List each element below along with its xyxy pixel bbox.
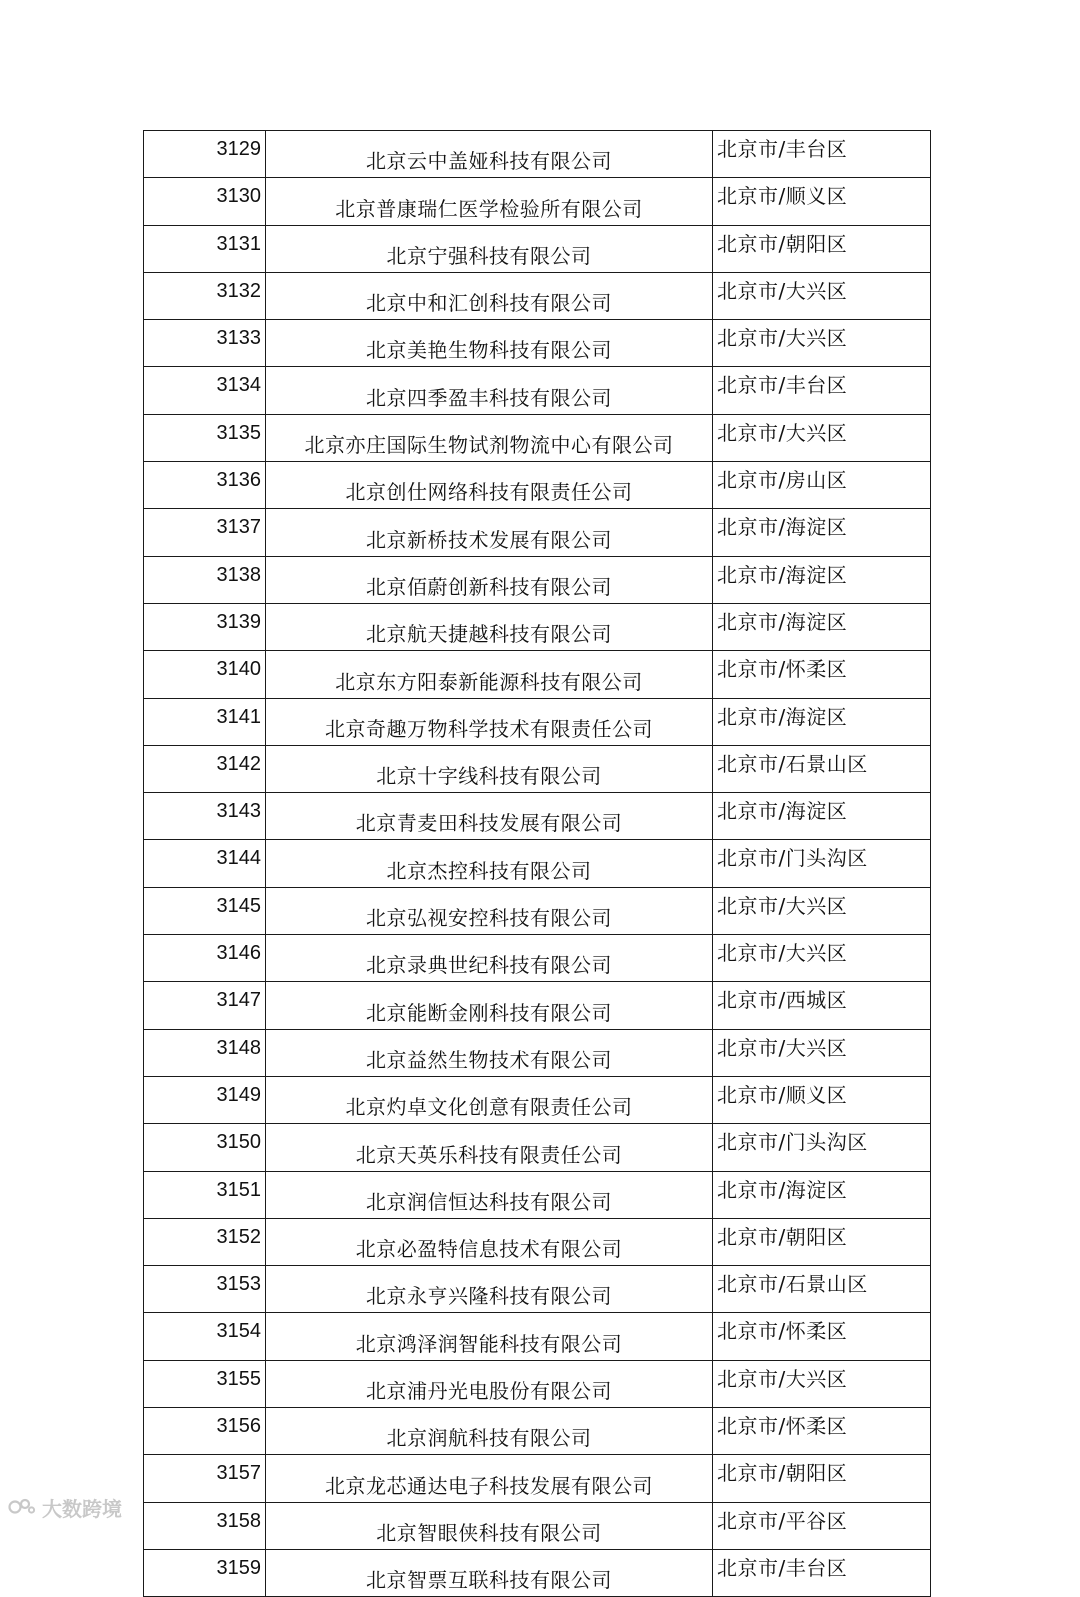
company-name-cell: 北京宁强科技有限公司 (266, 225, 713, 272)
company-name-cell: 北京弘视安控科技有限公司 (266, 887, 713, 934)
company-name-cell: 北京奇趣万物科学技术有限责任公司 (266, 698, 713, 745)
region-cell: 北京市/丰台区 (713, 131, 931, 178)
row-number-cell: 3140 (144, 651, 266, 698)
region-cell: 北京市/门头沟区 (713, 1124, 931, 1171)
company-name-cell: 北京录典世纪科技有限公司 (266, 935, 713, 982)
region-cell: 北京市/大兴区 (713, 320, 931, 367)
row-number-cell: 3130 (144, 178, 266, 225)
region-cell: 北京市/海淀区 (713, 698, 931, 745)
watermark-text: 大数跨境 (42, 1496, 122, 1521)
table-row (144, 320, 931, 367)
table-row (144, 1455, 931, 1502)
row-number-cell: 3154 (144, 1313, 266, 1360)
company-name-cell: 北京亦庄国际生物试剂物流中心有限公司 (266, 414, 713, 461)
company-name-cell: 北京鸿泽润智能科技有限公司 (266, 1313, 713, 1360)
company-name-cell: 北京佰蔚创新科技有限公司 (266, 556, 713, 603)
row-number-cell: 3143 (144, 793, 266, 840)
region-cell: 北京市/大兴区 (713, 414, 931, 461)
table-row (144, 1029, 931, 1076)
region-cell: 北京市/海淀区 (713, 1171, 931, 1218)
company-name-cell: 北京智票互联科技有限公司 (266, 1549, 713, 1596)
row-number-cell: 3158 (144, 1502, 266, 1549)
row-number-cell: 3148 (144, 1029, 266, 1076)
table-row (144, 556, 931, 603)
table-row (144, 982, 931, 1029)
region-cell: 北京市/朝阳区 (713, 225, 931, 272)
company-name-cell: 北京杰控科技有限公司 (266, 840, 713, 887)
row-number-cell: 3141 (144, 698, 266, 745)
company-name-cell: 北京四季盈丰科技有限公司 (266, 367, 713, 414)
table-row (144, 698, 931, 745)
company-name-cell: 北京润航科技有限公司 (266, 1408, 713, 1455)
row-number-cell: 3153 (144, 1266, 266, 1313)
region-cell: 北京市/怀柔区 (713, 1313, 931, 1360)
row-number-cell: 3157 (144, 1455, 266, 1502)
company-name-cell: 北京十字线科技有限公司 (266, 745, 713, 792)
row-number-cell: 3132 (144, 272, 266, 319)
company-name-cell: 北京天英乐科技有限责任公司 (266, 1124, 713, 1171)
company-name-cell: 北京东方阳泰新能源科技有限公司 (266, 651, 713, 698)
table-row (144, 367, 931, 414)
table-row (144, 414, 931, 461)
table-row (144, 651, 931, 698)
row-number-cell: 3156 (144, 1408, 266, 1455)
region-cell: 北京市/门头沟区 (713, 840, 931, 887)
company-name-cell: 北京永亨兴隆科技有限公司 (266, 1266, 713, 1313)
row-number-cell: 3142 (144, 745, 266, 792)
table-row (144, 745, 931, 792)
row-number-cell: 3131 (144, 225, 266, 272)
region-cell: 北京市/大兴区 (713, 1029, 931, 1076)
company-name-cell: 北京能断金刚科技有限公司 (266, 982, 713, 1029)
region-cell: 北京市/怀柔区 (713, 1408, 931, 1455)
row-number-cell: 3152 (144, 1218, 266, 1265)
region-cell: 北京市/西城区 (713, 982, 931, 1029)
row-number-cell: 3149 (144, 1076, 266, 1123)
region-cell: 北京市/怀柔区 (713, 651, 931, 698)
company-name-cell: 北京云中盖娅科技有限公司 (266, 131, 713, 178)
table-row (144, 509, 931, 556)
row-number-cell: 3151 (144, 1171, 266, 1218)
region-cell: 北京市/丰台区 (713, 367, 931, 414)
table-row (144, 1076, 931, 1123)
region-cell: 北京市/石景山区 (713, 745, 931, 792)
table-row (144, 1408, 931, 1455)
region-cell: 北京市/海淀区 (713, 603, 931, 650)
row-number-cell: 3159 (144, 1549, 266, 1596)
row-number-cell: 3139 (144, 603, 266, 650)
table-row (144, 1218, 931, 1265)
table-row (144, 1549, 931, 1596)
region-cell: 北京市/大兴区 (713, 272, 931, 319)
row-number-cell: 3150 (144, 1124, 266, 1171)
company-name-cell: 北京必盈特信息技术有限公司 (266, 1218, 713, 1265)
company-name-cell: 北京普康瑞仁医学检验所有限公司 (266, 178, 713, 225)
company-name-cell: 北京新桥技术发展有限公司 (266, 509, 713, 556)
region-cell: 北京市/平谷区 (713, 1502, 931, 1549)
row-number-cell: 3133 (144, 320, 266, 367)
region-cell: 北京市/大兴区 (713, 1360, 931, 1407)
company-name-cell: 北京航天捷越科技有限公司 (266, 603, 713, 650)
region-cell: 北京市/石景山区 (713, 1266, 931, 1313)
row-number-cell: 3147 (144, 982, 266, 1029)
table-row (144, 840, 931, 887)
region-cell: 北京市/朝阳区 (713, 1455, 931, 1502)
row-number-cell: 3145 (144, 887, 266, 934)
row-number-cell: 3129 (144, 131, 266, 178)
region-cell: 北京市/大兴区 (713, 887, 931, 934)
table-row (144, 225, 931, 272)
row-number-cell: 3136 (144, 462, 266, 509)
row-number-cell: 3135 (144, 414, 266, 461)
table-row (144, 1360, 931, 1407)
company-list-table (143, 130, 931, 1597)
region-cell: 北京市/朝阳区 (713, 1218, 931, 1265)
watermark (8, 1492, 122, 1522)
table-row (144, 1502, 931, 1549)
region-cell: 北京市/房山区 (713, 462, 931, 509)
region-cell: 北京市/海淀区 (713, 556, 931, 603)
region-cell: 北京市/顺义区 (713, 1076, 931, 1123)
table-row (144, 131, 931, 178)
table-row (144, 272, 931, 319)
table-body (144, 131, 931, 1597)
row-number-cell: 3146 (144, 935, 266, 982)
brand-logo-icon (8, 1495, 36, 1519)
table-row (144, 1171, 931, 1218)
table-row (144, 793, 931, 840)
region-cell: 北京市/大兴区 (713, 935, 931, 982)
table-row (144, 462, 931, 509)
table-row (144, 603, 931, 650)
row-number-cell: 3138 (144, 556, 266, 603)
table-row (144, 1124, 931, 1171)
table-row (144, 935, 931, 982)
region-cell: 北京市/丰台区 (713, 1549, 931, 1596)
region-cell: 北京市/海淀区 (713, 793, 931, 840)
row-number-cell: 3137 (144, 509, 266, 556)
company-name-cell: 北京青麦田科技发展有限公司 (266, 793, 713, 840)
company-name-cell: 北京智眼侠科技有限公司 (266, 1502, 713, 1549)
company-name-cell: 北京创仕网络科技有限责任公司 (266, 462, 713, 509)
region-cell: 北京市/海淀区 (713, 509, 931, 556)
row-number-cell: 3134 (144, 367, 266, 414)
row-number-cell: 3144 (144, 840, 266, 887)
company-name-cell: 北京美艳生物科技有限公司 (266, 320, 713, 367)
table-row (144, 1266, 931, 1313)
company-name-cell: 北京润信恒达科技有限公司 (266, 1171, 713, 1218)
region-cell: 北京市/顺义区 (713, 178, 931, 225)
company-name-cell: 北京中和汇创科技有限公司 (266, 272, 713, 319)
company-name-cell: 北京浦丹光电股份有限公司 (266, 1360, 713, 1407)
company-name-cell: 北京龙芯通达电子科技发展有限公司 (266, 1455, 713, 1502)
table-row (144, 1313, 931, 1360)
company-name-cell: 北京益然生物技术有限公司 (266, 1029, 713, 1076)
row-number-cell: 3155 (144, 1360, 266, 1407)
table-row (144, 887, 931, 934)
table-row (144, 178, 931, 225)
company-name-cell: 北京灼卓文化创意有限责任公司 (266, 1076, 713, 1123)
